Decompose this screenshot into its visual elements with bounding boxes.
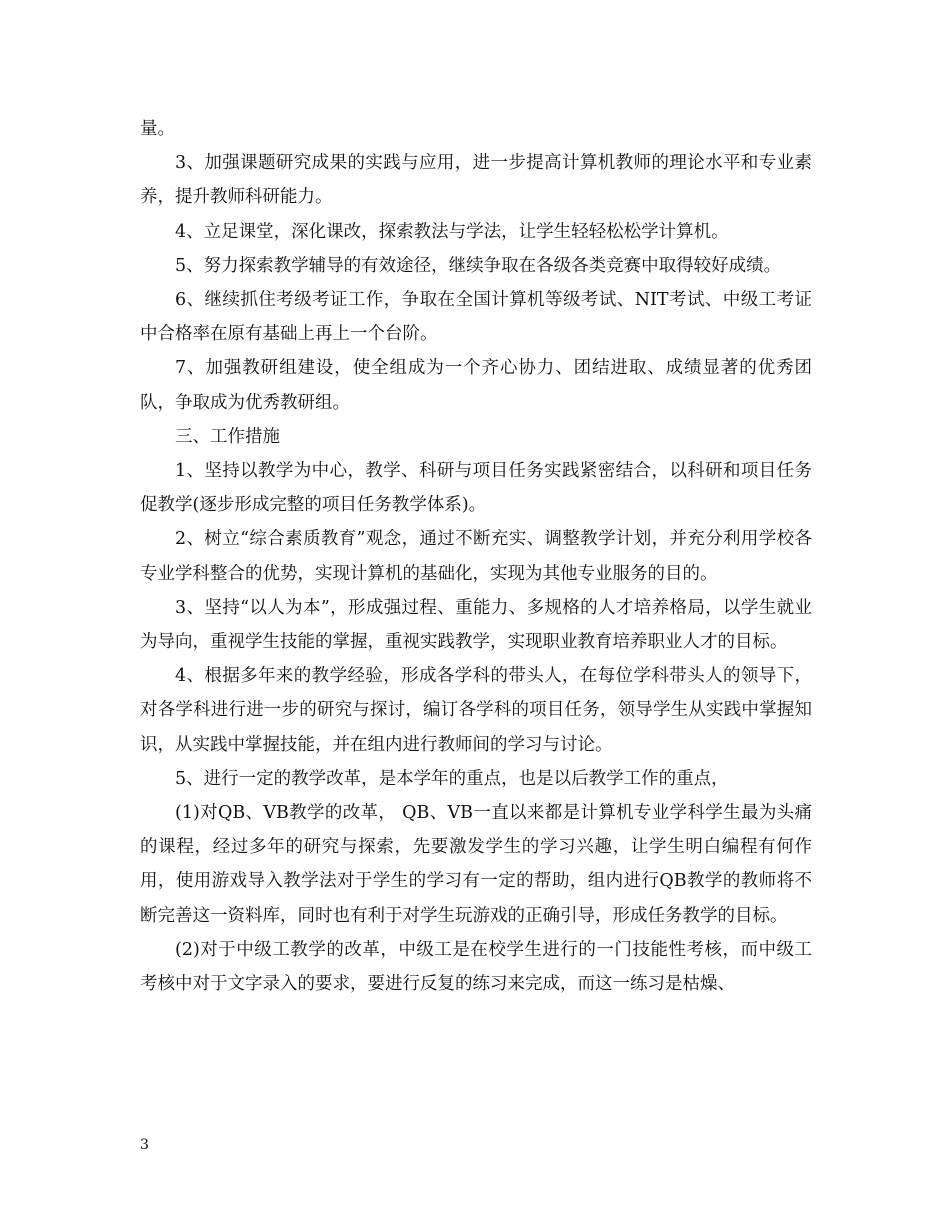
paragraph: 7、加强教研组建设，使全组成为一个齐心协力、团结进取、成绩显著的优秀团队，争取成为优秀教研组。 (140, 358, 812, 413)
section-heading: 三、工作措施 (175, 426, 280, 447)
paragraph: 量。 (140, 119, 175, 139)
page-number: 3 (140, 1137, 149, 1153)
document-body (140, 112, 812, 1001)
paragraph: 4、根据多年来的教学经验，形成各学科的带头人，在每位学科带头人的领导下，对各学科进行进一步的研究与探讨，编订各学科的项目任务，领导学生从实践中掌握知识，从实践中掌握技能，并在组内进行教师间的学习与讨论。 (140, 666, 812, 755)
paragraph: (2)对于中级工教学的改革，中级工是在校学生进行的一门技能性考核，而中级工考核中对于文字录入的要求，要进行反复的练习来完成，而这一练习是枯燥、 (140, 939, 812, 995)
paragraph: 3、坚持“以人为本”，形成强过程、重能力、多规格的人才培养格局，以学生就业为导向，重视学生技能的掌握，重视实践教学，实现职业教育培养职业人才的目标。 (140, 597, 812, 653)
paragraph: 5、努力探索教学辅导的有效途径，继续争取在各级各类竞赛中取得较好成绩。 (175, 255, 782, 276)
paragraph: 3、加强课题研究成果的实践与应用，进一步提高计算机教师的理论水平和专业素养，提升教师科研能力。 (140, 153, 812, 208)
paragraph: (1)对QB、VB教学的改革， QB、VB一直以来都是计算机专业学科学生最为头痛的课程，经过多年的研究与探索，先要激发学生的学习兴趣，让学生明白编程有何作用，使用游戏导入教学法对于学生的学习有一定的帮助，组内进行QB教学的教师将不断完善这一资料库，同时也有利于对学生玩游戏的正确引导，形成任务教学的目标。 (140, 803, 812, 926)
paragraph: 6、继续抓住考级考证工作，争取在全国计算机等级考试、NIT考试、中级工考证中合格率在原有基础上再上一个台阶。 (140, 290, 812, 345)
paragraph: 2、树立“综合素质教育”观念，通过不断充实、调整教学计划，并充分利用学校各专业学科整合的优势，实现计算机的基础化，实现为其他专业服务的目的。 (140, 529, 812, 584)
paragraph: 4、立足课堂，深化课改，探索教法与学法，让学生轻轻松松学计算机。 (175, 221, 729, 242)
paragraph: 1、坚持以教学为中心，教学、科研与项目任务实践紧密结合，以科研和项目任务促教学(逐步形成完整的项目任务教学体系)。 (140, 461, 812, 516)
paragraph: 5、进行一定的教学改革，是本学年的重点，也是以后教学工作的重点， (175, 768, 729, 789)
